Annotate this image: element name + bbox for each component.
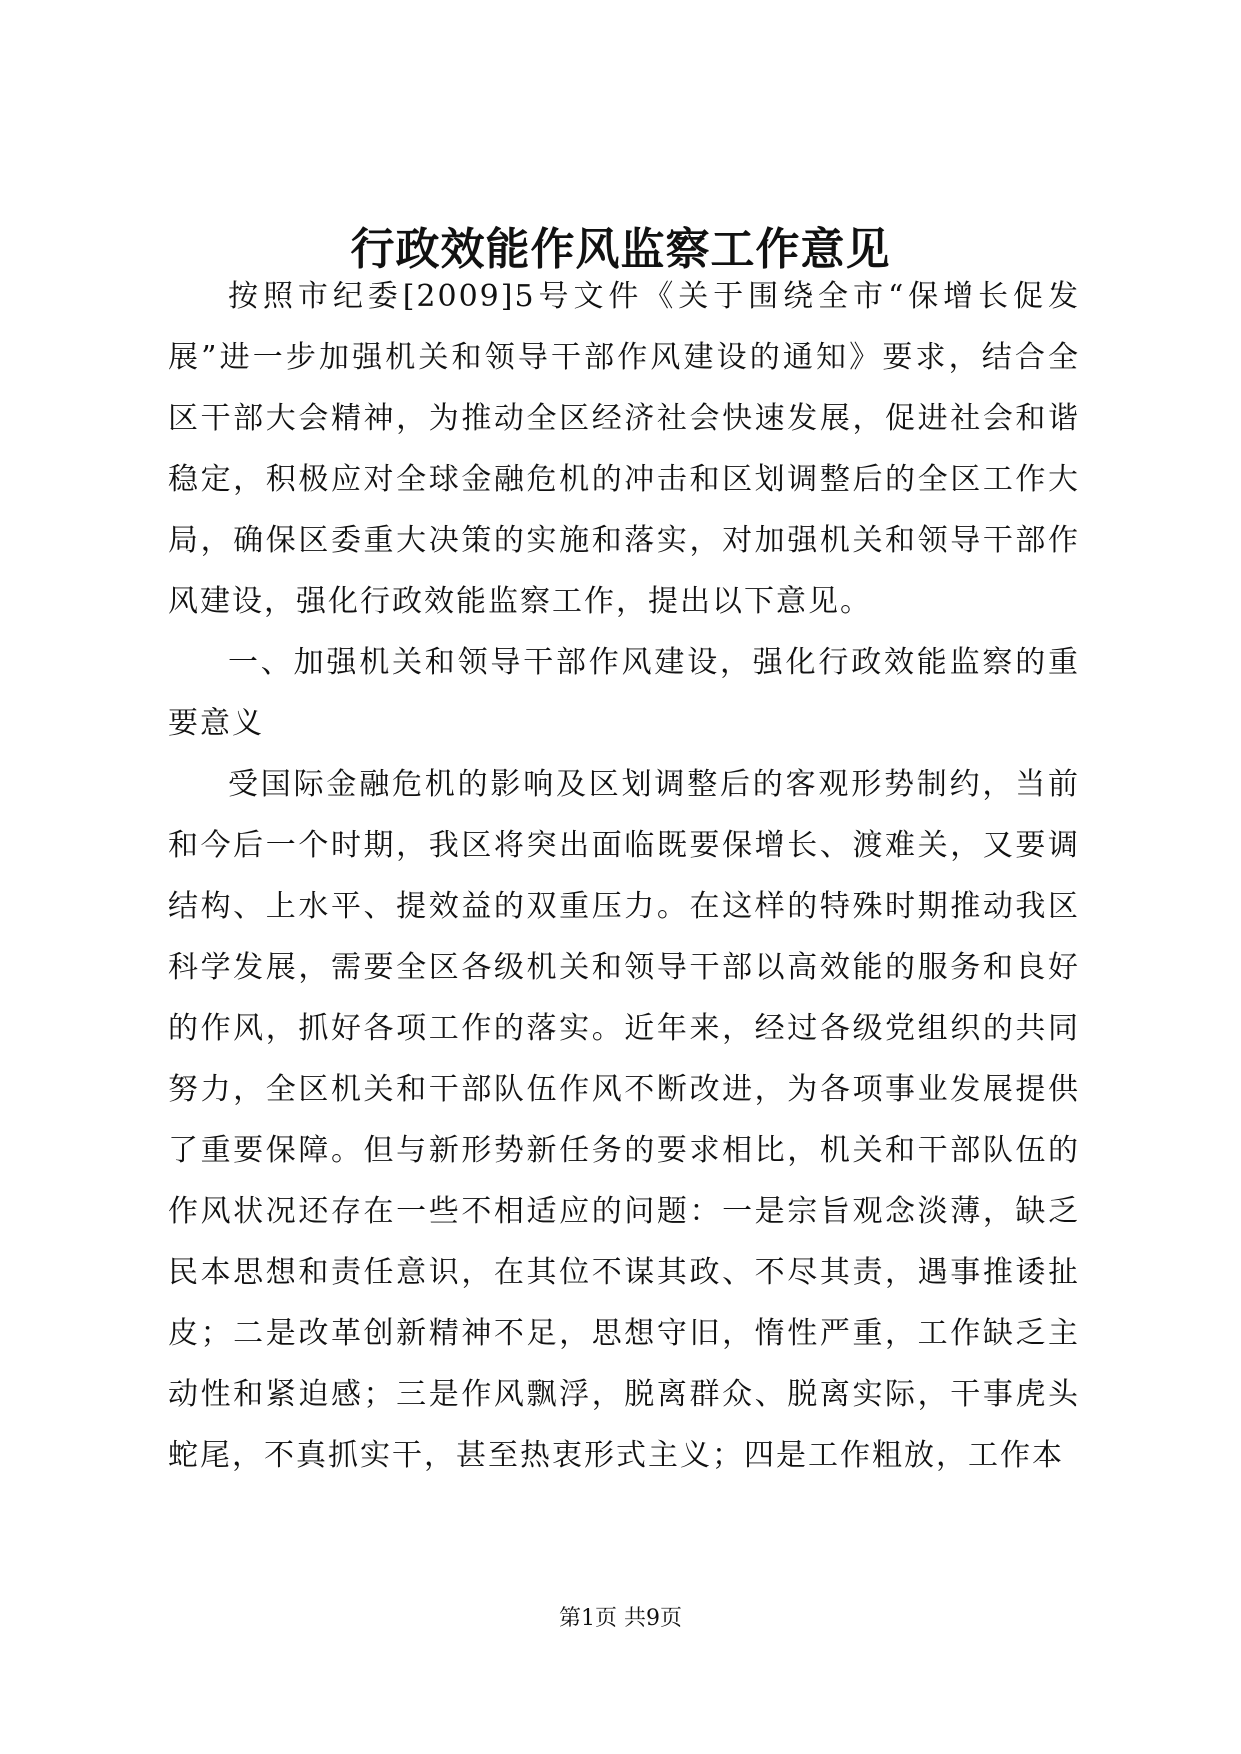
paragraph-section-1: 受国际金融危机的影响及区划调整后的客观形势制约，当前和今后一个时期，我区将突出面临既要保增长、渡难关，又要调结构、上水平、提效益的双重压力。在这样的特殊时期推动我区科学发展，需要全区各级机关和领导干部以高效能的服务和良好的作风，抓好各项工作的落实。近年来，经过各级党组织的共同努力，全区机关和干部队伍作风不断改进，为各项事业发展提供了重要保障。但与新形势新任务的要求相比，机关和干部队伍的作风状况还存在一些不相适应的问题：一是宗旨观念淡薄，缺乏民本思想和责任意识，在其位不谋其政、不尽其责，遇事推诿扯皮；二是改革创新精神不足，思想守旧，惰性严重，工作缺乏主动性和紧迫感；三是作风飘浮，脱离群众、脱离实际，干事虎头蛇尾，不真抓实干，甚至热衷形式主义；四是工作粗放，工作本 [168,767,1080,1473]
document-body [168,266,1080,1486]
paragraph-intro: 按照市纪委[2009]5号文件《关于围绕全市“保增长促发展”进一步加强机关和领导干部作风建设的通知》要求，结合全区干部大会精神，为推动全区经济社会快速发展，促进社会和谐稳定，积极应对全球金融危机的冲击和区划调整后的全区工作大局，确保区委重大决策的实施和落实，对加强机关和领导干部作风建设，强化行政效能监察工作，提出以下意见。 [168,279,1080,619]
page-number-footer: 第1页 共9页 [559,1606,682,1631]
section-heading-1: 一、加强机关和领导干部作风建设，强化行政效能监察的重要意义 [168,645,1080,741]
document-title: 行政效能作风监察工作意见 [350,224,891,275]
